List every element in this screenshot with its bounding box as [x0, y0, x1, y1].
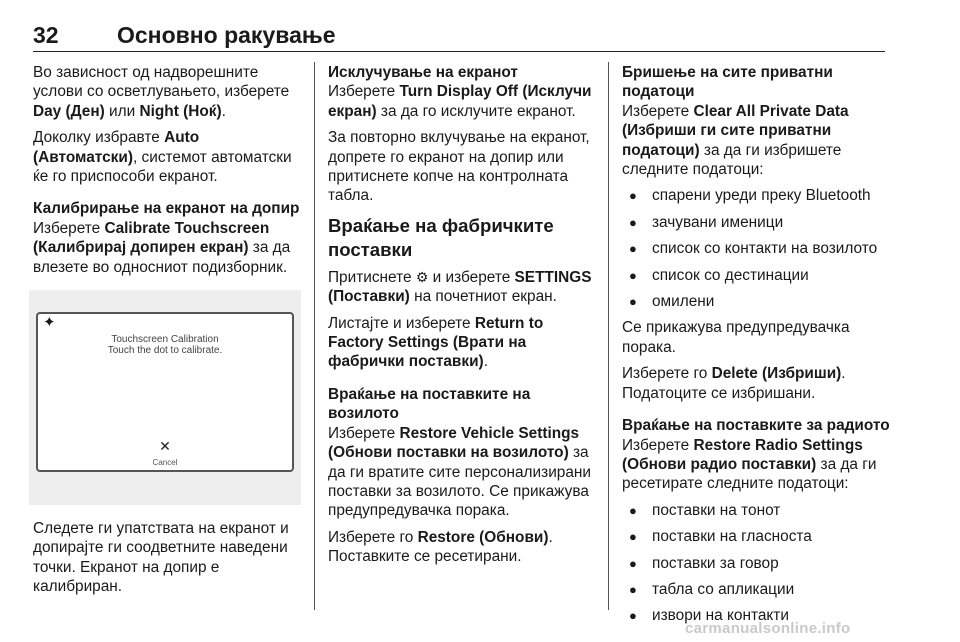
paragraph: За повторно вклучување на екранот, допрете го екранот на допир или притиснете копче на контролната табла.: [328, 129, 590, 205]
paragraph: Се прикажува предупредувачка порака.: [622, 319, 850, 356]
column-divider: [314, 62, 315, 610]
page-title: Основно ракување: [117, 22, 336, 48]
list-item: ● табла со апликации: [622, 580, 894, 599]
close-icon: ✕: [159, 438, 171, 455]
settings-icon: ⚙: [415, 268, 429, 285]
paragraph: Изберете Calibrate Touchscreen (Калибрирај допирен екран) за да влезете во односниот подизборник.: [33, 219, 291, 276]
paragraph: Изберете Clear All Private Data (Избриши ги сите приватни податоци) за да ги избришете следните податоци:: [622, 102, 849, 179]
list-item: ● извори на контакти: [622, 606, 894, 625]
list-item: ● спарени уреди преку Bluetooth: [622, 186, 894, 205]
paragraph: Доколку избравте Auto (Автоматски), системот автоматски ќе го приспособи екранот.: [33, 129, 292, 186]
paragraph: Во зависност од надворешните услови со осветлувањето, изберете Day (Ден) или Night (Ноќ).: [33, 64, 290, 120]
column-1: [33, 63, 305, 604]
paragraph: Притиснете ⚙ и изберете SETTINGS (Поставки) на почетниот екран.: [328, 268, 592, 306]
column-3: [622, 63, 894, 633]
section-heading: Враќање на поставките на возилото: [328, 385, 531, 423]
calibration-screen-figure: [29, 290, 301, 505]
calibration-target-icon: ✦: [43, 314, 56, 332]
bullet-list: [622, 186, 894, 311]
column-2: [328, 63, 600, 574]
section-heading-large: Враќање на фабричките поставки: [328, 214, 554, 260]
paragraph: Листајте и изберете Return to Factory Settings (Врати на фабрички поставки).: [328, 314, 544, 371]
list-item: ● список со контакти на возилото: [622, 239, 894, 258]
column-divider: [608, 62, 609, 610]
list-item: ● поставки на гласноста: [622, 527, 894, 546]
section-heading: Исклучување на екранот: [328, 64, 518, 81]
paragraph: Изберете го Restore (Обнови). Поставките се ресетирани.: [328, 528, 553, 566]
paragraph: Следете ги упатствата на екранот и допирајте ги соодветните наведени точки. Екранот на допир е калибриран.: [33, 520, 289, 596]
page-header: [33, 22, 885, 52]
list-item: ● зачувани именици: [622, 213, 894, 232]
paragraph: Изберете го Delete (Избриши). Податоците се избришани.: [622, 365, 846, 402]
paragraph: Изберете Restore Radio Settings (Обнови радио поставки) за да ги ресетирате следните податоци:: [622, 436, 877, 493]
paragraph: Изберете Restore Vehicle Settings (Обнови поставки на возилото) за да ги вратите сите персонализирани поставки за возилото. Се прикажува предупредувачка порака.: [328, 424, 592, 520]
section-heading: Бришење на сите приватни податоци: [622, 64, 833, 101]
page-number: 32: [33, 22, 59, 48]
cancel-label: Cancel: [152, 458, 178, 468]
section-heading: Враќање на поставките за радиото: [622, 417, 890, 435]
figure-instruction: Touch the dot to calibrate.: [107, 345, 223, 357]
list-item: ● поставки за говор: [622, 554, 894, 573]
section-heading: Калибрирање на екранот на допир: [33, 200, 300, 218]
list-item: ● поставки на тонот: [622, 501, 894, 520]
paragraph: Изберете Turn Display Off (Исклучи екран) за да го исклучите екранот.: [328, 83, 592, 120]
watermark: carmanualsonline.info: [685, 620, 851, 637]
figure-title: Touchscreen Calibration: [111, 334, 219, 346]
bullet-list: [622, 501, 894, 626]
touchscreen-display: [36, 312, 294, 472]
list-item: ● список со дестинации: [622, 266, 894, 285]
list-item: ● омилени: [622, 292, 894, 311]
